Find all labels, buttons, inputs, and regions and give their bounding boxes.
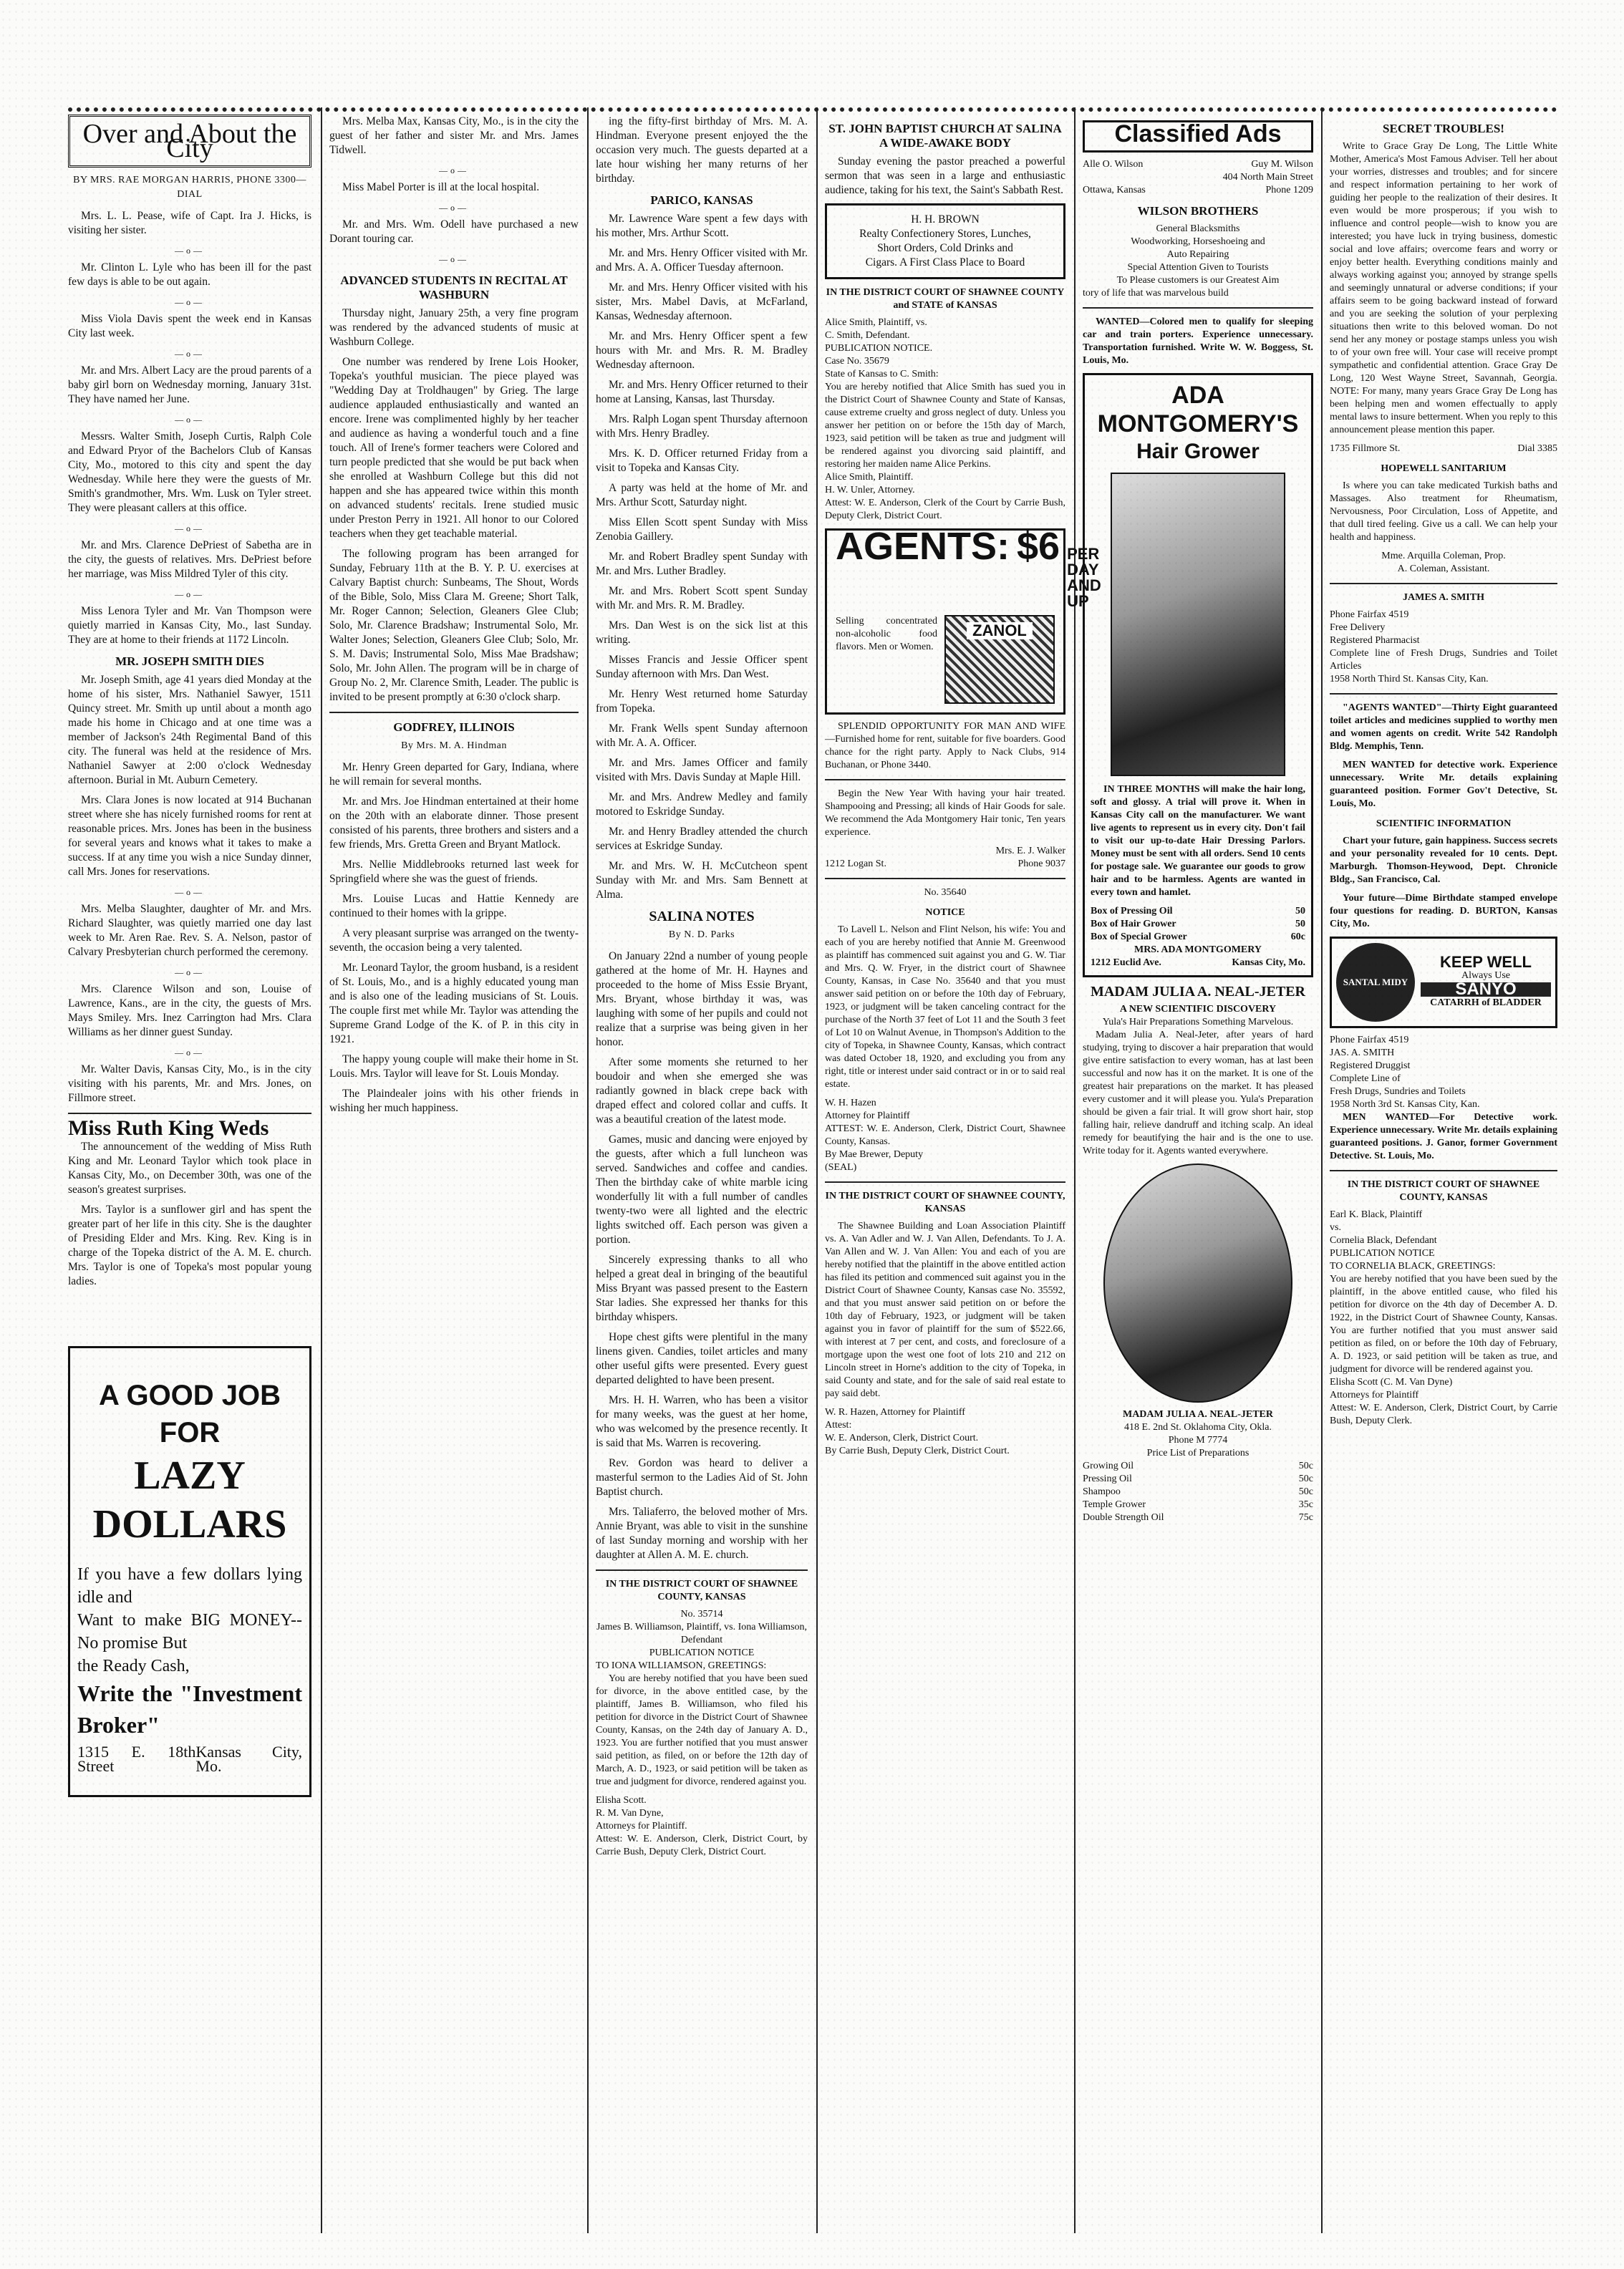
salina-article [596, 949, 808, 1562]
text-line: Attest: W. E. Anderson, Clerk, District Court, by Carrie Bush, Deputy Clerk, District Court. [596, 1834, 808, 1857]
text-line: General Blacksmiths [1156, 223, 1240, 234]
woman-long-hair-illustration [1111, 473, 1285, 776]
paragraph: Mrs. Taylor is a sunflower girl and has spent the greater part of her life in this city. She is the daughter of Presiding Elder and Mrs. King. Rev. King is in charge of the Topeka district of the A. M. E. church. Mrs. Taylor is one of Topeka's most popular young ladies. [68, 1204, 311, 1287]
neal-jeter-subheadline: A NEW SCIENTIFIC DISCOVERY [1119, 1004, 1277, 1015]
row-label: Double Strength Oil [1083, 1512, 1164, 1523]
text-line: H. H. BROWN [911, 213, 980, 226]
continued-text: ing the fifty-first birthday of Mrs. M. A. Hindman. Everyone present enjoyed the the occasion very much. The guests departed at a late hour wishing her many returns of her birthday. [596, 115, 808, 185]
row-value: 35c [1298, 1499, 1313, 1510]
column-divider [1074, 107, 1076, 2233]
row-label: Ottawa, Kansas [1083, 185, 1146, 195]
scientific-headline: SCIENTIFIC INFORMATION [1376, 818, 1512, 829]
secret-troubles-headline: SECRET TROUBLES! [1383, 122, 1504, 135]
neal-jeter-price-list [1083, 1460, 1313, 1524]
paragraph: Mrs. Louise Lucas and Hattie Kennedy are continued to their homes with la grippe. [329, 893, 579, 919]
price-row [1083, 184, 1313, 197]
neal-jeter-address: 418 E. 2nd St. Oklahoma City, Okla. [1124, 1422, 1272, 1433]
church-article: Sunday evening the pastor preached a powerful sermon that was seen in a large and enthusiastic audience, taking for his text, the Saint's Sabbath Rest. [825, 155, 1065, 196]
sanitarium-signatures [1330, 550, 1557, 576]
text-line: JAS. A. SMITH [1330, 1048, 1395, 1058]
ada-price-list [1091, 905, 1305, 944]
investment-ad [68, 1346, 311, 1797]
divider [329, 712, 579, 713]
paragraph: Miss Viola Davis spent the week end in Kansas City last week. [68, 313, 311, 339]
future-ad: Your future—Dime Birthdate stamped envelope four questions for reading. D. BURTON, Kansas City, Mo. [1330, 893, 1557, 929]
legal-case-no: No. 35714 [680, 1609, 723, 1620]
paragraph: The announcement of the wedding of Miss Ruth King and Mr. Leonard Taylor which took place in Kansas City, Mo., on December 30th, was one of the season's greatest surprises. [68, 1141, 311, 1196]
confectionery-ad [825, 203, 1065, 279]
legal-text: The Shawnee Building and Loan Association Plaintiff vs. A. Van Adler and W. J. Van Allen, Defendants. To J. A. Van Allen and W. J. Van Allen: You and each of you are hereby notified that the plaintiff in the above entitled action has filed its petition and commenced suit against you in the District Court of Shawnee County, Kansas case No. 35592, and that you must answer said petition on or before the 10th day of February, 1923, or judgment will be taken against you in favor of plaintiff for the sum of $522.66, with interest at 7 per cent, and costs, and foreclosure of a mortgage upon the west one foot of lots 210 and 212 on Lincoln street in Horne's addition to the city of Topeka, in said County and state, and for the sale of said real estate to pay said debt. [825, 1221, 1065, 1399]
row-value: 50 [1295, 919, 1305, 929]
legal-notice-title: PUBLICATION NOTICE [649, 1648, 755, 1658]
text-line: Mme. Arquilla Coleman, Prop. [1381, 551, 1506, 561]
column-divider [816, 107, 818, 2233]
text-line: Realty Confectionery Stores, Lunches, [859, 228, 1031, 240]
paragraph: Mr. and Mrs. James Officer and family visited with Mrs. Davis Sunday at Maple Hill. [596, 757, 808, 783]
paragraph: Games, music and dancing were enjoyed by the guests, after which a full luncheon was served. Sandwiches and coffee and candies. Then the birthday cake of white marble icing wonderfully lit with a full number of candles twenty-two were all lighted and the electric lights switched off. Each person was given a portion. [596, 1133, 808, 1246]
wedding-headline: Miss Ruth King Weds [68, 1116, 269, 1140]
paragraph: Mrs. H. H. Warren, who has been a visitor for many weeks, was the guest at her home, who was welcomed by the presence recently. It is said that Ms. Warren is recovering. [596, 1394, 808, 1449]
text-line: Registered Druggist [1330, 1060, 1411, 1071]
agents-text: Selling concentrated non-alcoholic food flavors. Men or Women. [836, 616, 937, 652]
wilson-headline: WILSON BROTHERS [1137, 204, 1259, 218]
society-items [329, 115, 579, 246]
paragraph: Mr. and Mrs. Albert Lacy are the proud parents of a baby girl born on Wednesday morning, January 31st. They have named her June. [68, 364, 311, 405]
paragraph: Mr. and Mrs. Andrew Medley and family motored to Eskridge Sunday. [596, 791, 808, 818]
hair-parlor-contact [825, 858, 1065, 871]
hair-parlor-owner: Mrs. E. J. Walker [995, 846, 1065, 856]
text-line: (SEAL) [825, 1162, 857, 1173]
court-notice [1330, 1209, 1557, 1428]
paragraph: Mr. and Mrs. Henry Officer spent a few hours with Mr. and Mrs. R. M. Bradley Wednesday afternoon. [596, 330, 808, 371]
paragraph: After some moments she returned to her boudoir and when she emerged she was radiantly gowned in black crepe back with draped effect and colored collar and cuffs. It was a beautiful creation of the latest mode. [596, 1056, 808, 1126]
wilson-tail: tory of life that was marvelous build [1083, 288, 1229, 299]
row-label: Alle O. Wilson [1083, 159, 1144, 170]
society-items-2 [68, 793, 311, 1106]
paragraph: The following program has been arranged for Sunday, February 11th at the B. Y. P. U. exercises at Calvary Baptist church: Sunbeams, The Shout, Words of the Bible, Solo, Miss Clara M. Greene; Short Talk, Mr. Roger Cannon; Selection, Gleaners Glee Club; Solo, Mr. Clarence Bradshaw; Instrumental Solo, Mr. Walter Jones; Selection, Gleaners Glee Club; Solo, Mr. S. M. Davis; Instrumental Solo, Miss Mae Bradshaw; Solo, Mr. John Allen. The program will be in charge of Group No. 2, Mr. Clarence Smith, Leader. The public is invited to be present promptly at 6:30 o'clock sharp. [329, 548, 579, 703]
row-label: Pressing Oil [1083, 1474, 1132, 1484]
sanitarium-dial: Dial 3385 [1517, 443, 1557, 454]
divider [1330, 583, 1557, 584]
row-value: 60c [1290, 932, 1305, 942]
godfrey-headline: GODFREY, ILLINOIS [393, 720, 515, 734]
text-line: Attorneys for Plaintiff. [596, 1821, 687, 1832]
confectionery-ad-lines [834, 213, 1056, 270]
paragraph: Mr. and Mrs. Wm. Odell have purchased a new Dorant touring car. [329, 218, 579, 245]
divider [1330, 693, 1557, 695]
paragraph: Hope chest gifts were plentiful in the many linens given. Candies, toilet articles and many other useful gifts were presented. Every guest departed delighted to have been present. [596, 1331, 808, 1386]
secret-troubles-text: Write to Grace Gray De Long, The Little White Mother, America's Most Famous Adviser. Tell her about your worries, distresses and troubles; and for sincere and respect information pertaining to her work of guiding her people to the realization of their desires. It even would be more prosperous; if you wish to influence and control people—wish to know you are interested; you have luck in trying business, domestic social and love affairs; overcome fears and worry or enjoy better health. Everything conditions mainly and always working against you; annoyed by strange spells and seemingly unnatural or adverse conditions; if your affairs seem to be going backward instead of forward and you are seeking the solution of your perplexing situations then write to this beloved woman. Do not send her any money or postage stamps unless you wish to of your own free will. Your case will receive prompt sympathetic and confidential attention. Grace Gray De Long, 120 West Wayne Street, Savannah, Georgia. NOTE: For many, many years Grace Gray De Long has been helping men and women effectually to apply mental laws to insure betterment. When you reply to this announcement please mention this paper. [1330, 141, 1557, 435]
wilson-ad [1083, 223, 1313, 287]
text-line: Fresh Drugs, Sundries and Toilets [1330, 1086, 1466, 1097]
text-line: Auto Repairing [1166, 249, 1229, 260]
ada-text: IN THREE MONTHS will make the hair long, soft and glossy. A trial will prove it. When in Kansas City call on the manufacturer. We want live agents to represent us in every city. Don't fail to visit our up-to-date Hair Dressing Parlors. Money must be sent with all orders. Send 10 cents for postage sale. We guarantee our goods to grow hair and to be harmless. Agents are wanted in every town and hamlet. [1091, 784, 1305, 898]
text-line: W. E. Anderson, Clerk, District Court. [825, 1433, 979, 1443]
text-line: To Please customers is our Greatest Aim [1116, 275, 1280, 286]
text-line: By Carrie Bush, Deputy Clerk, District Court. [825, 1446, 1010, 1456]
text-line: State of Kansas to C. Smith: [825, 369, 939, 379]
ada-headline: ADA MONTGOMERY'S [1097, 382, 1299, 437]
divider: —o— [439, 203, 469, 213]
rooms-ad: SPLENDID OPPORTUNITY FOR MAN AND WIFE—Furnished home for rent, suitable for five boarders. Good chance for the right party. Apply to Nack Clubs, 914 Buchanan, or Phone 3440. [825, 721, 1065, 770]
text-line: Free Delivery [1330, 622, 1386, 633]
row-label: Temple Grower [1083, 1499, 1146, 1510]
text-line: Special Attention Given to Tourists [1127, 262, 1269, 273]
agents-body [836, 615, 1055, 704]
neal-jeter-phone: Phone M 7774 [1168, 1435, 1228, 1446]
text-line: ATTEST: W. E. Anderson, Clerk, District Court, Shawnee County, Kansas. [825, 1123, 1065, 1147]
neal-jeter-portrait [1103, 1163, 1292, 1403]
price-row [1083, 1473, 1313, 1486]
ad-headline: LAZY DOLLARS [92, 1453, 287, 1547]
porter-wanted-ad: WANTED—Colored men to qualify for sleeping car and train porters. Experience unnecessary. Transportation furnished. Write W. W. Boggess, St. Louis, Mo. [1083, 316, 1313, 366]
ad-line: Write the "Investment Broker" [77, 1680, 302, 1738]
divider [1330, 1170, 1557, 1171]
row-value: 50 [1295, 906, 1305, 916]
santal-brand: SANTAL MIDY [1343, 977, 1408, 987]
row-label: Shampoo [1083, 1486, 1121, 1497]
notice-signatures [825, 1097, 1065, 1174]
catarrh-label: CATARRH of BLADDER [1430, 997, 1542, 1008]
text-line: 1958 North Third St. Kansas City, Kan. [1330, 674, 1489, 684]
column-2 [329, 115, 579, 2226]
row-label: Box of Pressing Oil [1091, 906, 1173, 916]
paragraph: Mr. Leonard Taylor, the groom husband, is a resident of St. Louis, Mo., and is a highly educated young man and is also one of the leading musicians of St. Louis. The couple first met while Mr. Taylor was attending the Supreme Grand Lodge of the K. of P. in this city in 1921. [329, 962, 579, 1045]
column-5 [1083, 115, 1313, 2226]
column-divider [1321, 107, 1323, 2233]
paragraph: On January 22nd a number of young people gathered at the home of Mr. H. Haynes and proceeded to the home of Miss Essie Bryant, Mrs. Bryant, whose birthday it was, was laughing with some of her pupils and could not realize that a surprise was being given in her honor. [596, 950, 808, 1048]
legal-parties: James B. Williamson, Plaintiff, vs. Iona Williamson, Defendant [596, 1622, 808, 1645]
ad-address: 1315 E. 18th Street [77, 1743, 196, 1775]
paragraph: Mr. Frank Wells spent Sunday afternoon with Mr. A. A. Officer. [596, 722, 808, 749]
godfrey-byline: By Mrs. M. A. Hindman [401, 740, 507, 751]
row-value: Guy M. Wilson [1251, 159, 1313, 170]
legal-signatures [596, 1794, 808, 1859]
paragraph: Mr. and Mrs. Henry Officer returned to their home at Lansing, Kansas, last Thursday. [596, 379, 808, 405]
detective-ad-2: MEN WANTED—For Detective work. Experience unnecessary. Write Mr. details explaining guaranteed positions. J. Ganor, former Government Detective. St. Louis, Mo. [1330, 1112, 1557, 1161]
row-label: Box of Hair Grower [1091, 919, 1176, 929]
paragraph: Mr. and Mrs. W. H. McCutcheon spent Sunday with Mr. and Mrs. Sam Bennett at Alma. [596, 860, 808, 901]
always-use: Always Use [1461, 970, 1511, 981]
keep-well-title: KEEP WELL [1440, 953, 1532, 971]
text-line: PUBLICATION NOTICE. [825, 343, 933, 354]
paragraph: Thursday night, January 25th, a very fine program was rendered by the advanced students of music at Washburn College. [329, 307, 579, 348]
divider: —o— [439, 165, 469, 175]
text-line: Attorneys for Plaintiff [1330, 1390, 1419, 1400]
recital-headline: ADVANCED STUDENTS IN RECITAL AT WASHBURN [340, 274, 568, 301]
paragraph: Rev. Gordon was heard to deliver a masterful sermon to the Ladies Aid of St. John Baptist church. [596, 1457, 808, 1498]
agents-wanted-ad: "AGENTS WANTED"—Thirty Eight guaranteed toilet articles and medicines supplied to worthy men and women agents on credit. Write 542 Randolph Bldg. Memphis, Tenn. [1330, 702, 1557, 752]
agents-label: AGENTS: [836, 525, 1010, 568]
wilson-address [1083, 158, 1313, 197]
legal-text: You are hereby notified that you have been sued for divorce, in the above entitled case, by the plaintiff, James B. Williamson, who filed his petition for divorce in the District Court of Shawnee County, Kansas, on the 24th day of January A. D., 1923. You are further notified that you must answer said petition, as filed, on or before the 12th day of March, A. D., 1923, or said petition will be taken as true and judgment for divorce, rendered against you. [596, 1673, 808, 1787]
sanitarium-address: 1735 Fillmore St. [1330, 443, 1401, 454]
neal-jeter-headline: MADAM JULIA A. NEAL-JETER [1090, 984, 1306, 1000]
masthead-title: Over and About the City [82, 119, 297, 163]
church-headline: ST. JOHN BAPTIST CHURCH AT SALINA A WIDE-AWAKE BODY [828, 122, 1062, 150]
divider: —o— [175, 967, 205, 977]
text-line: vs. [1330, 1222, 1341, 1233]
notice-number: No. 35640 [924, 887, 967, 898]
paragraph: Mrs. Melba Max, Kansas City, Mo., is in the city the guest of her father and sister Mr. and Mrs. James Tidwell. [329, 115, 579, 156]
society-items [68, 209, 311, 647]
text-line: H. W. Unler, Attorney. [825, 485, 915, 495]
divider: —o— [175, 297, 205, 307]
paragraph: A party was held at the home of Mr. and Mrs. Arthur Scott, Saturday night. [596, 482, 808, 508]
paragraph: Misses Francis and Jessie Officer spent Sunday afternoon with Mrs. Dan West. [596, 654, 808, 680]
ad-line: A GOOD JOB FOR [98, 1380, 281, 1448]
paragraph: Mrs. Nellie Middlebrooks returned last week for Springfield where she was the guest of friends. [329, 858, 579, 885]
paragraph: Mrs. L. L. Pease, wife of Capt. Ira J. Hicks, is visiting her sister. [68, 210, 311, 236]
column-divider [321, 107, 322, 2233]
text-line: Complete Line of [1330, 1073, 1401, 1084]
divider [596, 1569, 808, 1571]
legal-headline: IN THE DISTRICT COURT OF SHAWNEE COUNTY, KANSAS [605, 1579, 798, 1602]
recital-article [329, 306, 579, 705]
text-line: Alice Smith, Plaintiff. [825, 472, 914, 483]
hair-parlor-address: 1212 Logan St. [825, 858, 886, 869]
paragraph: A very pleasant surprise was arranged on the twenty-seventh, the occasion being a very talented. [329, 927, 579, 954]
text-line: Attest: W. E. Anderson, Clerk, District Court, by Carrie Bush, Deputy Clerk. [1330, 1403, 1557, 1426]
hair-parlor-phone: Phone 9037 [1018, 858, 1065, 869]
hair-parlor-ad: Begin the New Year With having your hair treated. Shampooing and Pressing; all kinds of Hair Goods for sale. We recommend the Ada Montgomery Hair tonic, Ten years experience. [825, 788, 1065, 838]
text-line: Short Orders, Cold Drinks and [877, 242, 1013, 254]
text-line: By Mae Brewer, Deputy [825, 1149, 924, 1160]
paragraph: Mr. and Robert Bradley spent Sunday with Mr. and Mrs. Luther Bradley. [596, 551, 808, 577]
row-value: Phone 1209 [1265, 185, 1313, 195]
row-value: 50c [1298, 1461, 1313, 1471]
santal-midy-text [1421, 955, 1551, 1010]
divider [825, 878, 1065, 879]
legal-headline: IN THE DISTRICT COURT OF SHAWNEE COUNTY and STATE of KANSAS [826, 287, 1065, 311]
divider: —o— [175, 1048, 205, 1058]
paragraph: Mr. Henry West returned home Saturday from Topeka. [596, 688, 808, 715]
ada-signature: MRS. ADA MONTGOMERY [1134, 944, 1262, 955]
text-line: C. Smith, Defendant. [825, 330, 910, 341]
salina-byline: By N. D. Parks [668, 929, 735, 940]
legal-salutation: TO IONA WILLIAMSON, GREETINGS: [596, 1660, 767, 1671]
death-article: Mr. Joseph Smith, age 41 years died Monday at the home of his sister, Mrs. Nathaniel Sawyer, 1511 Quincy street. Mr. Smith up until about a month ago made his home in Chicago and at one time was a member of Jackson's 24th Regimental Band of this city. The funeral was held at the residence of Mrs. Nathaniel Sawyer at 2:00 o'clock Wednesday afternoon. Burial in Mt. Auburn Cemetery. [68, 674, 311, 786]
smith-ad [1330, 609, 1557, 686]
paragraph: Mr. and Mrs. Joe Hindman entertained at their home on the 20th with an elaborate dinner. Those present consisted of his parents, three brothers and sisters and a few friends, Mrs. Gretta Green and Bryant Matlock. [329, 795, 579, 851]
paragraph: Mr. and Henry Bradley attended the church services at Eskridge Sunday. [596, 826, 808, 852]
price-row [1083, 158, 1313, 171]
notice-headline: NOTICE [925, 907, 965, 918]
divider: —o— [175, 523, 205, 533]
neal-jeter-subheadline-2: Yula's Hair Preparations Something Marvelous. [1102, 1017, 1294, 1027]
text-line: R. M. Van Dyne, [596, 1808, 664, 1819]
divider: —o— [175, 415, 205, 425]
paragraph: Miss Mabel Porter is ill at the local hospital. [342, 181, 540, 193]
sanitarium-headline: HOPEWELL SANITARIUM [1381, 463, 1507, 474]
paragraph: Miss Lenora Tyler and Mr. Van Thompson were quietly married in Kansas City, Mo., last Sunday. They are at home to their friends at 1172 Lincoln. [68, 605, 311, 646]
sanyo-brand: SANYO [1421, 982, 1551, 997]
ad-address-row [77, 1745, 302, 1774]
text-line: W. H. Hazen [825, 1098, 876, 1108]
smith-ad-2 [1330, 1034, 1557, 1111]
paragraph: Mr. Walter Davis, Kansas City, Mo., is in the city visiting with his parents, Mr. and Mrs. Jones, on Fillmore street. [68, 1063, 311, 1104]
ada-address-row [1091, 957, 1305, 969]
paragraph: The Plaindealer joins with his other friends in wishing her much happiness. [329, 1088, 579, 1114]
text-line: Alice Smith, Plaintiff, vs. [825, 317, 927, 328]
legal-signatures [825, 1406, 1065, 1458]
ada-city: Kansas City, Mo. [1232, 957, 1305, 968]
paragraph: Mrs. K. D. Officer returned Friday from a visit to Topeka and Kansas City. [596, 447, 808, 474]
paragraph: Mr. Lawrence Ware spent a few days with his mother, Mrs. Arthur Scott. [596, 213, 808, 239]
text-line: 1958 North 3rd St. Kansas City, Kan. [1330, 1099, 1480, 1110]
paragraph: Mrs. Taliaferro, the beloved mother of Mrs. Annie Bryant, was able to visit in the sunshine of last Sunday morning and worship with her daughter at Allen A. M. E. church. [596, 1506, 808, 1561]
price-row [1091, 905, 1305, 918]
text-line: Case No. 35679 [825, 356, 889, 367]
scientific-ad: Chart your future, gain happiness. Success secrets and your personality revealed for 10 cents. Dept. Marburgh. Thomson-Heywood, Dept. Chronicle Bldg., San Francisco, Cal. [1330, 836, 1557, 885]
wedding-article [68, 1140, 311, 1289]
agents-headline [836, 525, 1101, 610]
agents-ad [825, 525, 1101, 715]
divider: —o— [175, 589, 205, 599]
text-line: PUBLICATION NOTICE [1330, 1248, 1435, 1259]
text-line: Cigars. A First Class Place to Board [865, 256, 1025, 268]
row-label: Growing Oil [1083, 1461, 1134, 1471]
divider [68, 1113, 311, 1114]
death-headline: MR. JOSEPH SMITH DIES [115, 654, 264, 668]
row-value: 50c [1298, 1486, 1313, 1497]
paragraph: Mrs. Clara Jones is now located at 914 Buchanan street where she has nicely furnished rooms for rent at reasonable prices. Mrs. Jones has been in the business for several years and knows what it takes to make a success. If at any time you wish a nice Sunday dinner, call Mrs. Jones for reservations. [68, 794, 311, 878]
price-row [1091, 931, 1305, 944]
text-line: Earl K. Black, Plaintiff [1330, 1209, 1423, 1220]
column-3 [596, 115, 808, 2226]
text-line: A. Coleman, Assistant. [1397, 563, 1490, 574]
ad-line: the Ready Cash, [77, 1657, 190, 1675]
paragraph: Mr. and Mrs. Robert Scott spent Sunday with Mr. and Mrs. R. M. Bradley. [596, 585, 808, 611]
divider [1083, 307, 1313, 309]
text-line: Attorney for Plaintiff [825, 1111, 910, 1121]
text-line: Phone Fairfax 4519 [1330, 1035, 1409, 1045]
brand-name: ZANOL [967, 622, 1033, 639]
detective-ad: MEN WANTED for detective work. Experience unnecessary. Write Mr. details explaining guaranteed position. Former Gov't Detective, St. Louis, Mo. [1330, 760, 1557, 809]
legal-headline: IN THE DISTRICT COURT OF SHAWNEE COUNTY, KANSAS [825, 1191, 1065, 1214]
text-line: Woodworking, Horseshoeing and [1131, 236, 1265, 247]
ada-address: 1212 Euclid Ave. [1091, 957, 1161, 968]
smith-headline: JAMES A. SMITH [1403, 592, 1484, 603]
paragraph: Sincerely expressing thanks to all who helped a great deal in bringing of the beautiful Miss Bryant was passed present to the Eastern Star ladies. She expressed her thanks for this birthday whispers. [596, 1254, 808, 1323]
paragraph: Mr. Henry Green departed for Gary, Indiana, where he will remain for several months. [329, 761, 579, 788]
neal-jeter-price-head: Price List of Preparations [1146, 1448, 1250, 1458]
price-row [1083, 1499, 1313, 1511]
court-headline: IN THE DISTRICT COURT OF SHAWNEE COUNTY, KANSAS [1347, 1179, 1540, 1203]
price-row [1091, 918, 1305, 931]
paragraph: Messrs. Walter Smith, Joseph Curtis, Ralph Cole and Edward Pryor of the Bachelors Club of Kansas City, Mo., motored to this city and spent the day Wednesday. While here they were the guests of Mr. Smith's grandmother, Mrs. Wm. Lusk on Tyler street. They were pleasant callers at this office. [68, 430, 311, 514]
price-row [1083, 1486, 1313, 1499]
row-label: Box of Special Grower [1091, 932, 1187, 942]
santal-midy-logo [1336, 943, 1415, 1022]
column-divider [587, 107, 589, 2233]
product-box-image [944, 615, 1055, 704]
divider: —o— [175, 887, 205, 897]
ada-subheadline: Hair Grower [1136, 440, 1260, 463]
parico-headline: PARICO, KANSAS [650, 193, 753, 207]
divider [825, 1181, 1065, 1183]
row-value: 404 North Main Street [1222, 172, 1313, 183]
price-row [1083, 1460, 1313, 1473]
ad-city: Kansas City, Mo. [195, 1743, 302, 1775]
text-line: Attest: [825, 1420, 852, 1431]
neal-jeter-signature: MADAM JULIA A. NEAL-JETER [1122, 1409, 1273, 1420]
sanitarium-text: Is where you can take medicated Turkish baths and Massages. Also treatment for Rheumatism, Nervousness, Poor Circulation, Loss of Appetite, and that dull tired feeling. Give us a call. We can help your health and happiness. [1330, 480, 1557, 543]
sanitarium-contact [1330, 442, 1557, 455]
santal-midy-ad [1330, 937, 1557, 1028]
paragraph: Mr. and Mrs. Henry Officer visited with Mr. and Mrs. A. A. Officer Tuesday afternoon. [596, 247, 808, 274]
column-6 [1330, 115, 1557, 2226]
column-1 [68, 115, 311, 2226]
agents-amount: $6 [1017, 525, 1060, 568]
text-line: Phone Fairfax 4519 [1330, 609, 1409, 620]
agents-per-day: PER DAY AND UP [1067, 545, 1101, 610]
paragraph: Mr. and Mrs. Henry Officer visited with his sister, Mrs. Mabel Davis, at McFarland, Kansas, Wednesday afternoon. [596, 281, 808, 322]
text-line: You are hereby notified that Alice Smith has sued you in the District Court of Shawnee County and State of Kansas, cause extreme cruelty and gross neglect of duty. Unless you answer her petition on or before the 15th day of March, 1923, said petition will be taken as true and judgment will be rendered against you divorcing said plaintiff, and restoring her maiden name Alice Perkins. [825, 382, 1065, 470]
ada-montgomery-ad [1083, 373, 1313, 977]
paragraph: Miss Ellen Scott spent Sunday with Miss Zenobia Gaillery. [596, 516, 808, 543]
text-line: Complete line of Fresh Drugs, Sundries and Toilet Articles [1330, 648, 1557, 672]
classified-title: Classified Ads [1114, 120, 1282, 147]
paragraph: Mrs. Dan West is on the sick list at this writing. [596, 619, 808, 646]
paragraph: Mr. Clinton L. Lyle who has been ill for the past few days is able to be out again. [68, 261, 311, 288]
paragraph: Mr. and Mrs. Clarence DePriest of Sabetha are in the city, the guests of relatives. Mrs. DePriest before her marriage, was Miss Mildred Tyler of this city. [68, 539, 311, 580]
paragraph: Mrs. Melba Slaughter, daughter of Mr. and Mrs. Richard Slaughter, was quietly married one day last week to Mr. Aren Rae. Rev. S. A. Nelson, pastor of Calvary Presbyterian church performed the ceremony. [68, 903, 311, 958]
neal-jeter-text: Madam Julia A. Neal-Jeter, after years of hard studying, trying to discover a hair preparation that would give entire satisfaction to every woman, has at last been successful and now has it on the market. It is one of the greatest hair preparations on the market. It has pleased every customer and it will please you. Yula's Preparation should be given a fair trial. It will grow short hair, stop falling hair, relieve dandruff and itching scalp. An ideal remedy for beautifying the hair and is the one to use. Write today for it. Agents wanted everywhere. [1083, 1030, 1313, 1156]
paragraph: The happy young couple will make their home in St. Louis. Mrs. Taylor will leave for St. Louis Monday. [329, 1053, 579, 1080]
parico-article [596, 212, 808, 902]
legal-notice [825, 316, 1065, 523]
godfrey-article [329, 760, 579, 1116]
price-row [1083, 1511, 1313, 1524]
paragraph: Mrs. Ralph Logan spent Thursday afternoon with Mrs. Henry Bradley. [596, 413, 808, 440]
paragraph: One number was rendered by Irene Lois Hooker, Topeka's youthful musician. The piece played was "Wedding Day at Troldhaugen" by Grieg. The large audience applauded enthusiastically and wanted an encore. Irene was complimented highly by her teacher and audience as having a wonderful touch and a fine touch. All of Irene's former teachers were Colored and turn people predicted that she would be put back when she enrolled at Washburn College but this did not happen and she has appeared twice within this month on advanced students' recitals. Irene studied music under Preston Perry in 1921. All honor to our Colored teachers when they get teachable material. [329, 356, 579, 540]
divider [825, 779, 1065, 780]
row-value: 75c [1298, 1512, 1313, 1523]
divider: —o— [175, 349, 205, 359]
text-line: Elisha Scott (C. M. Van Dyne) [1330, 1377, 1453, 1388]
salina-headline: SALINA NOTES [649, 909, 755, 924]
text-line: TO CORNELIA BLACK, GREETINGS: [1330, 1261, 1496, 1272]
classified-header [1083, 120, 1313, 153]
price-row [1083, 171, 1313, 184]
ad-line: If you have a few dollars lying idle and [77, 1565, 302, 1607]
column-4 [825, 115, 1101, 2226]
paragraph: Mrs. Clarence Wilson and son, Louise of Lawrence, Kans., are in the city, the guests of Mrs. Mays Smiley. Mrs. Inez Carrington had Mrs. Clara Williams as her dinner guest Sunday. [68, 983, 311, 1038]
ad-line: Want to make BIG MONEY--No promise But [77, 1611, 302, 1653]
row-value: 50c [1298, 1474, 1313, 1484]
divider: —o— [175, 246, 205, 256]
byline: BY MRS. RAE MORGAN HARRIS, PHONE 3300—DIAL [73, 175, 306, 200]
notice-text: To Lavell L. Nelson and Flint Nelson, his wife: You and each of you are hereby notified that Annie M. Greenwood as plaintiff has commenced suit against you and G. W. Tiar and Mrs. Q. W. Fryer, in the district court of Shawnee County, Kansas, in Case No. 35640 and that you must answer said petition on or before the 10th day of February, 1923, or judgment will be taken canceling contract for the purchase of the North 37 feet of Lot 11 and the South 3 feet of Lot 10 on Walnut Avenue, in Thompson's Addition to the city of Topeka, in Shawnee County, Kansas, which contract was dated October 18, 1920, and excluding you from any right, title or interest under said contract or in or to said real estate. [825, 924, 1065, 1090]
text-line: Attest: W. E. Anderson, Clerk of the Court by Carrie Bush, Deputy Clerk, District Court. [825, 498, 1065, 521]
text-line: Cornelia Black, Defendant [1330, 1235, 1437, 1246]
text-line: You are hereby notified that you have been sued by the plaintiff, in the above entitled cause, who filed his petition for divorce on the 4th day of December A. D. 1922, in the District Court of Shawnee County, Kansas. You are further notified that you must answer said petition as filed, on or before the 10th day of February, A. D. 1923, or said petition will be taken as true, and judgment for divorce will be rendered against you. [1330, 1274, 1557, 1375]
text-line: W. R. Hazen, Attorney for Plaintiff [825, 1407, 965, 1418]
text-line: Registered Pharmacist [1330, 635, 1420, 646]
text-line: Elisha Scott. [596, 1795, 647, 1806]
divider: —o— [439, 254, 469, 264]
column-masthead [68, 115, 311, 168]
